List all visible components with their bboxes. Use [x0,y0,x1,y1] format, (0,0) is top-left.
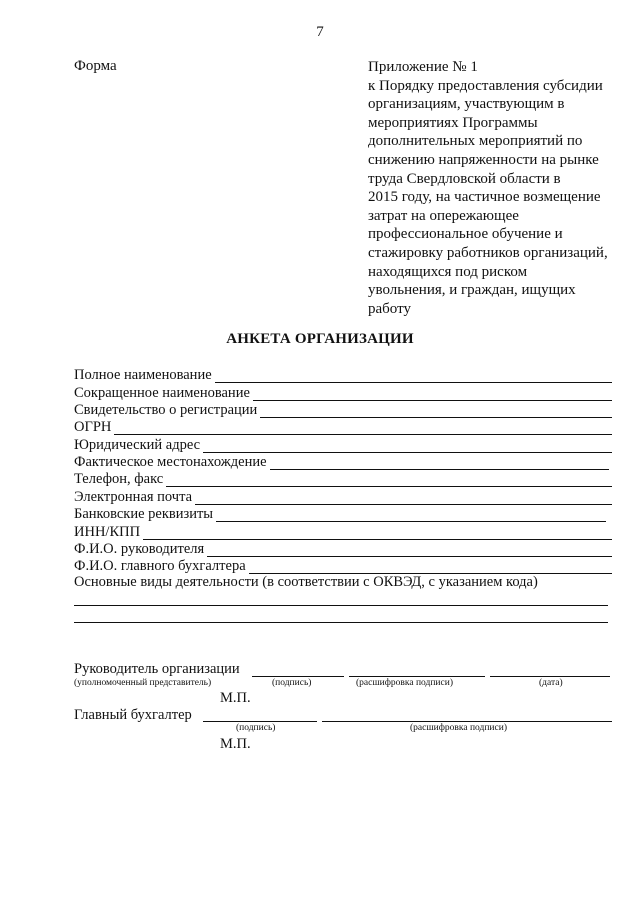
accountant-signature-line[interactable] [203,721,317,722]
field-legal-address[interactable] [74,436,612,453]
field-fill-line[interactable] [249,561,612,574]
field-director-name[interactable] [74,540,612,557]
field-fill-line[interactable] [203,440,612,453]
field-label: Электронная почта [74,489,193,505]
stamp-label: М.П. [220,736,251,752]
form-label: Форма [74,58,117,74]
caption-signature: (подпись) [272,678,312,688]
field-label: Банковские реквизиты [74,506,214,522]
field-label: Ф.И.О. руководителя [74,541,205,557]
field-label: ИНН/КПП [74,524,141,540]
page-number: 7 [316,24,324,40]
field-fill-line[interactable] [207,544,612,557]
field-ogrn[interactable] [74,418,612,435]
field-bank-details[interactable] [74,505,606,522]
appendix-line: труда Свердловской области в [368,170,561,187]
field-label: ОГРН [74,419,112,435]
field-actual-location[interactable] [74,453,609,470]
appendix-block [368,58,608,318]
field-short-name[interactable] [74,384,612,401]
field-fill-line[interactable] [253,388,612,401]
field-registration-certificate[interactable] [74,401,612,418]
appendix-line: увольнения, и граждан, ищущих [368,282,576,299]
accountant-label: Главный бухгалтер [74,707,192,723]
appendix-line: профессиональное обучение и [368,226,563,243]
caption-representative: (уполномоченный представитель) [74,678,212,688]
form-title: АНКЕТА ОРГАНИЗАЦИИ [226,331,414,347]
field-fill-line[interactable] [166,474,612,487]
field-label: Телефон, факс [74,471,164,487]
caption-signature: (подпись) [236,723,276,733]
field-email[interactable] [74,488,612,505]
appendix-line: находящихся под риском [368,263,528,280]
director-decoding-line[interactable] [349,676,485,677]
appendix-line: мероприятиях Программы [368,114,538,131]
field-fill-line[interactable] [216,509,606,522]
field-label: Ф.И.О. главного бухгалтера [74,558,246,574]
accountant-decoding-line[interactable] [322,721,612,722]
appendix-line: 2015 году, на частичное возмещение [368,189,601,206]
field-fill-line[interactable] [195,492,612,505]
activities-label: Основные виды деятельности (в соответствии с ОКВЭД, с указанием кода) [74,574,538,590]
appendix-line: затрат на опережающее [368,207,519,224]
appendix-line: стажировку работников организаций, [368,244,608,261]
appendix-line: снижению напряженности на рынке [368,151,599,168]
field-label: Фактическое местонахождение [74,454,267,470]
caption-date: (дата) [539,678,563,688]
field-label: Юридический адрес [74,437,201,453]
field-fill-line[interactable] [215,370,612,383]
field-chief-accountant-name[interactable] [74,557,612,574]
stamp-label: М.П. [220,690,251,706]
activities-fill-line[interactable] [74,605,608,606]
director-date-line[interactable] [490,676,610,677]
caption-decoding: (расшифровка подписи) [410,723,507,733]
field-full-name[interactable] [74,366,612,383]
caption-decoding: (расшифровка подписи) [356,678,453,688]
field-fill-line[interactable] [270,457,609,470]
activities-fill-line[interactable] [74,622,608,623]
appendix-line: работу [368,300,411,317]
director-label: Руководитель организации [74,661,240,677]
field-label: Полное наименование [74,367,212,383]
appendix-line: Приложение № 1 [368,59,478,75]
field-fill-line[interactable] [114,422,612,435]
field-fill-line[interactable] [143,527,612,540]
field-phone-fax[interactable] [74,470,612,487]
field-label: Свидетельство о регистрации [74,402,258,418]
director-signature-line[interactable] [252,676,344,677]
field-fill-line[interactable] [260,405,612,418]
field-inn-kpp[interactable] [74,523,612,540]
appendix-line: организациям, участвующим в [368,96,565,113]
appendix-line: дополнительных мероприятий по [368,133,583,150]
field-label: Сокращенное наименование [74,385,250,401]
appendix-line: к Порядку предоставления субсидии [368,77,603,94]
